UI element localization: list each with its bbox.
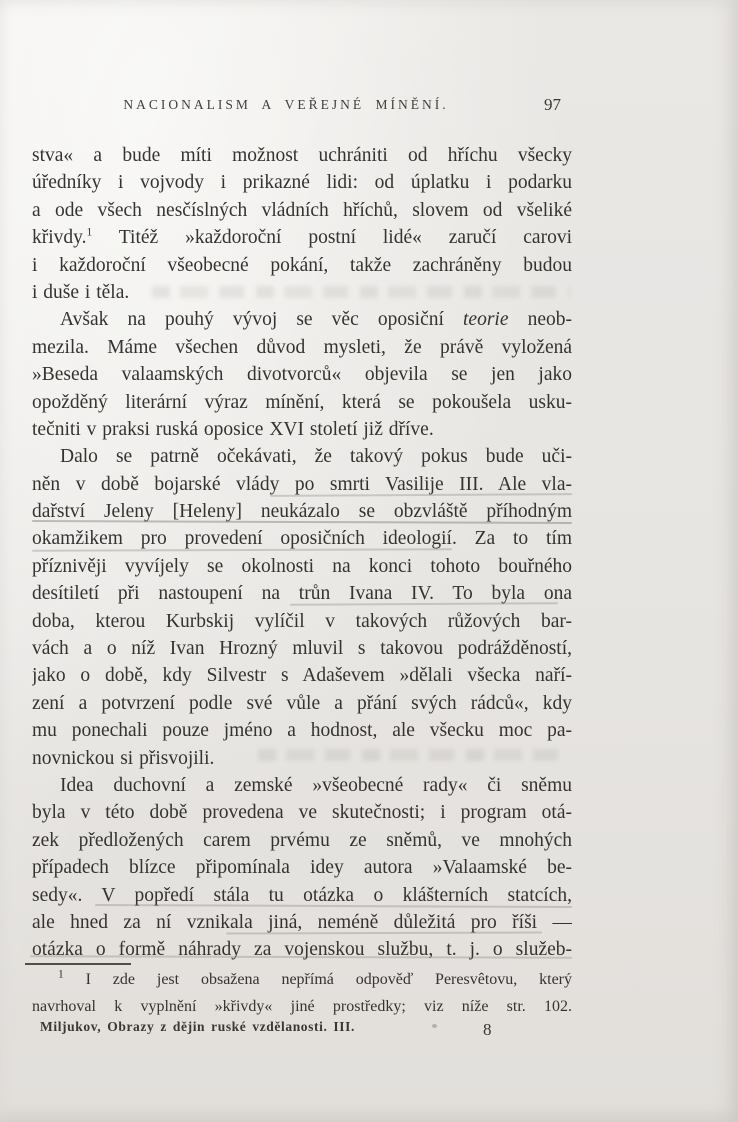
text-line: případech blízce připomínala idey autora »Valaamské be- bbox=[32, 857, 572, 879]
text-line: sedy«. V popředí stála tu otázka o klášterních statcích, bbox=[32, 884, 572, 906]
footnote-line: navrhoval k vyplnění »křivdy« jiné prostředky; viz níže str. 102. bbox=[32, 998, 572, 1015]
showthrough-smudge bbox=[258, 749, 570, 761]
text-line: doba, kterou Kurbskij vylíčil v takových růžových bar- bbox=[32, 610, 572, 632]
text-line: zení a potvrzení podle své vůle a přání svých rádců«, kdy bbox=[32, 692, 572, 714]
italic-word: teorie bbox=[463, 309, 509, 331]
line-fragment: Avšak na pouhý vývoj se věc oposiční bbox=[60, 309, 464, 331]
showthrough-smudge bbox=[152, 286, 570, 298]
text-line: vách a o níž Ivan Hrozný mluvil s takovou podrážděností, bbox=[32, 638, 572, 660]
body-text bbox=[32, 142, 572, 964]
text-line: mu ponechali pouze jméno a hodnost, ale všecku moc pa- bbox=[32, 720, 572, 742]
text-line: a ode všech nesčíslných vládních hříchů, slovem od všeliké bbox=[32, 199, 572, 221]
footnote-fragment: I zde jest obsažena nepřímá odpověď Peresvêtovu, který bbox=[63, 971, 572, 988]
print-artifact-dot bbox=[432, 1024, 437, 1028]
text-line: něn v době bojarské vlády po smrti Vasilije III. Ale vla- bbox=[32, 473, 572, 495]
text-line: úředníky i vojvody i prikazné lidi: od úplatku i podarku bbox=[32, 172, 572, 194]
text-line: i každoroční všeobecné pokání, takže zachráněny budou bbox=[32, 254, 572, 276]
footnote-marker: 1 bbox=[58, 968, 64, 981]
text-line: otázka o formě náhrady za vojenskou službu, t. j. o služeb- bbox=[32, 939, 572, 961]
text-line-with-italic bbox=[32, 306, 572, 333]
page-number: 97 bbox=[544, 95, 561, 114]
text-line: novnickou si přisvojili. bbox=[32, 747, 215, 769]
text-line: jako o době, kdy Silvestr s Adaševem »dělali všecka naří- bbox=[32, 665, 572, 687]
text-line: byla v této době provedena ve skutečnosti; i program otá- bbox=[32, 802, 572, 824]
text-line: stva« a bude míti možnost uchrániti od hříchu všecky bbox=[32, 145, 572, 166]
running-header: NACIONALISM A VEŘEJNÉ MÍNĚNÍ. bbox=[123, 97, 449, 112]
text-line: tečniti v praksi ruská oposice XVI století již dříve. bbox=[32, 418, 434, 440]
footnote-block bbox=[32, 966, 572, 1020]
text-line: mezila. Máme všechen důvod mysleti, že právě vyložená bbox=[32, 336, 572, 358]
line-fragment: Titéž »každoroční postní lidé« zaručí carovi bbox=[92, 227, 572, 249]
text-line: Dalo se patrně očekávati, že takový pokus bude uči- bbox=[60, 446, 572, 468]
text-line: příznivěji vyvíjely se okolnosti na konci tohoto bouřného bbox=[32, 555, 572, 577]
line-fragment: křivdy. bbox=[32, 227, 87, 249]
text-line: zek předložených carem prvému ze sněmů, ve mnohých bbox=[32, 829, 572, 851]
book-signature: Miljukov, Obrazy z dějin ruské vzdělanosti. III. bbox=[40, 1019, 355, 1034]
text-line: Idea duchovní a zemské »všeobecné rady« či sněmu bbox=[60, 774, 572, 796]
text-line: desítiletí při nastoupení na trůn Ivana IV. To byla ona bbox=[32, 583, 572, 605]
text-line: i duše i těla. bbox=[32, 281, 130, 303]
footnote-reference: 1 bbox=[86, 226, 93, 239]
text-line: dařství Jeleny [Heleny] neukázalo se obzvláště příhodným bbox=[32, 501, 572, 523]
text-line: ale hned za ní vznikala jiná, neméně důležitá pro říši — bbox=[32, 911, 572, 933]
line-fragment: neob- bbox=[508, 309, 572, 331]
footnote-line bbox=[32, 966, 572, 993]
sheet-number: 8 bbox=[483, 1020, 492, 1039]
text-line: opožděný literární výraz mínění, která se pokoušela usku- bbox=[32, 391, 572, 413]
text-line-with-footnote-ref bbox=[32, 224, 572, 251]
text-line: »Beseda valaamských divotvorců« objevila se jen jako bbox=[32, 364, 572, 386]
footnote-separator bbox=[25, 963, 131, 965]
text-line: okamžikem pro provedení oposičních ideologií. Za to tím bbox=[32, 528, 572, 550]
